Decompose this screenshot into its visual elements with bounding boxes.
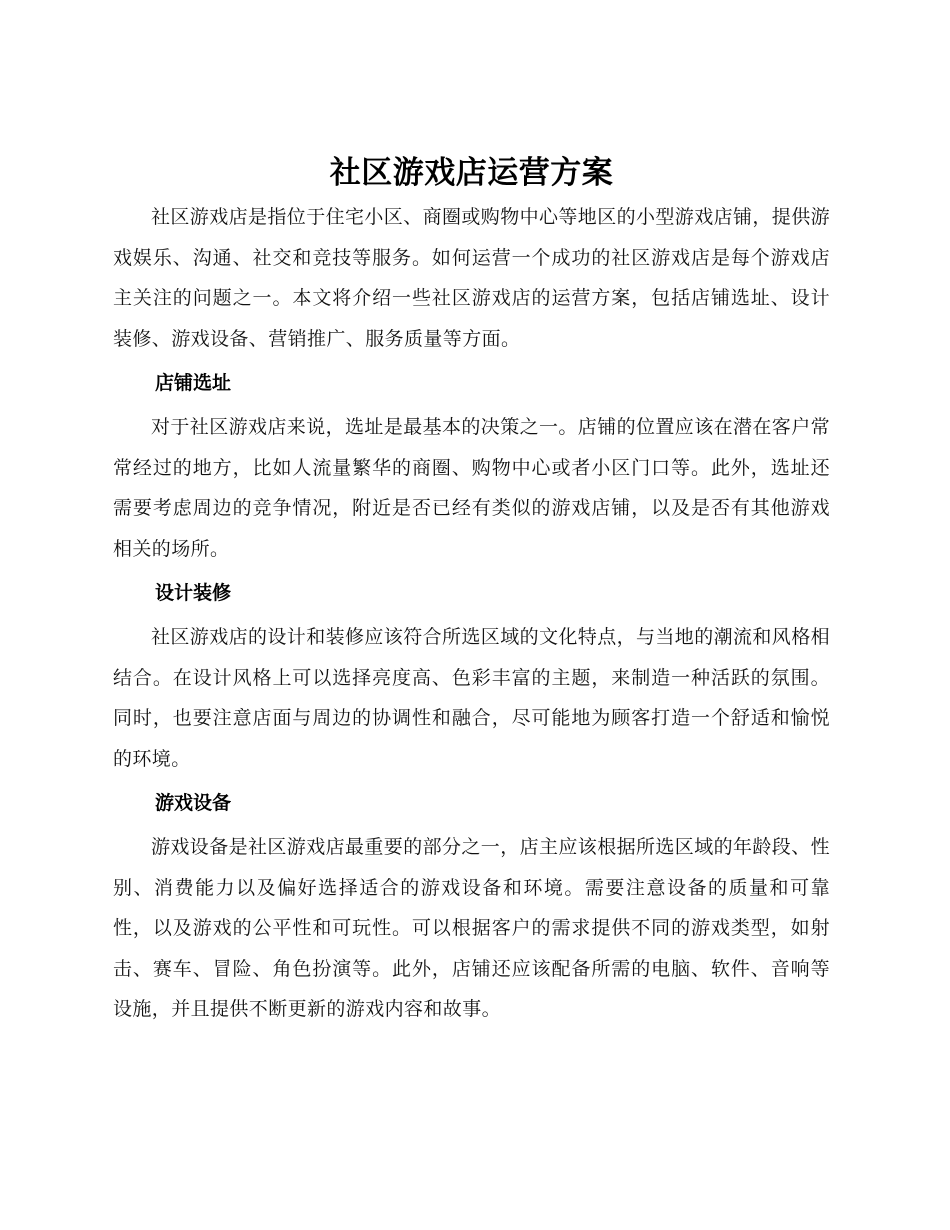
section-heading-game-equipment: 游戏设备	[155, 792, 232, 814]
section-store-location	[113, 366, 830, 569]
document-page	[113, 150, 830, 1030]
section-heading-design-decoration: 设计装修	[155, 582, 232, 604]
section-game-equipment	[113, 786, 830, 1030]
section-body-design-decoration: 社区游戏店的设计和装修应该符合所选区域的文化特点，与当地的潮流和风格相结合。在设计风格上可以选择亮度高、色彩丰富的主题，来制造一种活跃的氛围。同时，也要注意店面与周边的协调性和融合，尽可能地为顾客打造一个舒适和愉悦的环境。	[113, 626, 831, 770]
section-design-decoration	[113, 576, 830, 779]
section-body-game-equipment: 游戏设备是社区游戏店最重要的部分之一，店主应该根据所选区域的年龄段、性别、消费能力以及偏好选择适合的游戏设备和环境。需要注意设备的质量和可靠性，以及游戏的公平性和可玩性。可以根据客户的需求提供不同的游戏类型，如射击、赛车、冒险、角色扮演等。此外，店铺还应该配备所需的电脑、软件、音响等设施，并且提供不断更新的游戏内容和故事。	[113, 836, 831, 1020]
section-heading-store-location: 店铺选址	[155, 372, 232, 394]
section-body-store-location: 对于社区游戏店来说，选址是最基本的决策之一。店铺的位置应该在潜在客户常常经过的地方，比如人流量繁华的商圈、购物中心或者小区门口等。此外，选址还需要考虑周边的竞争情况，附近是否已经有类似的游戏店铺，以及是否有其他游戏相关的场所。	[113, 416, 831, 560]
intro-paragraph: 社区游戏店是指位于住宅小区、商圈或购物中心等地区的小型游戏店铺，提供游戏娱乐、沟通、社交和竞技等服务。如何运营一个成功的社区游戏店是每个游戏店主关注的问题之一。本文将介绍一些社区游戏店的运营方案，包括店铺选址、设计装修、游戏设备、营销推广、服务质量等方面。	[113, 206, 831, 350]
document-title: 社区游戏店运营方案	[329, 155, 614, 191]
